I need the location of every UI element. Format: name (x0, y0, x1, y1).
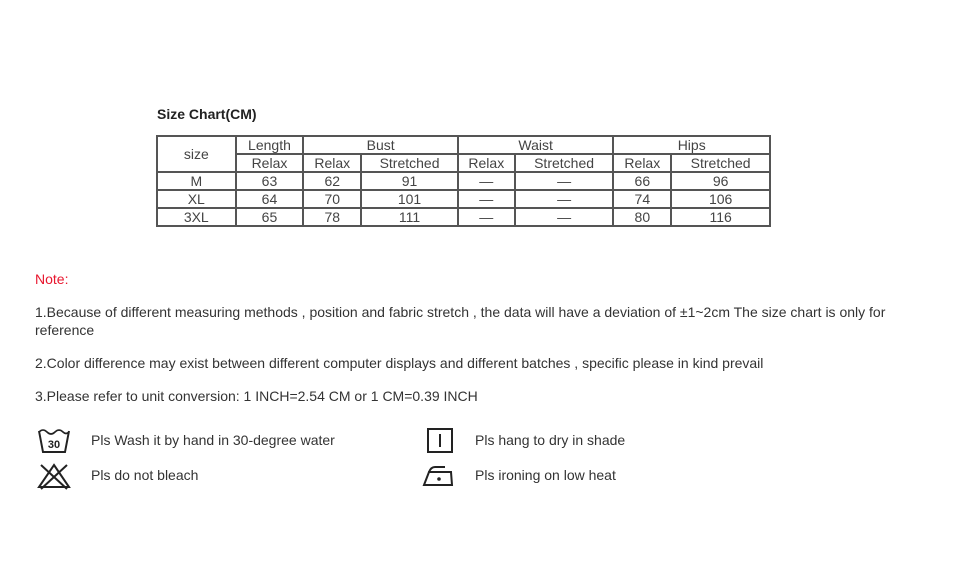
subheader-cell: Relax (303, 154, 361, 172)
care-iron-text: Pls ironing on low heat (475, 467, 616, 483)
table-cell: 70 (303, 190, 361, 208)
care-bleach-text: Pls do not bleach (91, 467, 199, 483)
iron-low-heat-icon (421, 462, 455, 490)
table-cell: 63 (236, 172, 304, 190)
table-cell: 101 (361, 190, 458, 208)
table-subheader-row (157, 154, 770, 172)
table-cell: 65 (236, 208, 304, 226)
hand-wash-30-icon (37, 427, 71, 455)
table-row (157, 190, 770, 208)
no-bleach-icon (37, 462, 71, 490)
dry-in-shade-icon (421, 427, 455, 455)
table-cell: 62 (303, 172, 361, 190)
table-cell: 111 (361, 208, 458, 226)
table-cell: — (515, 172, 614, 190)
note-2: 2.Color difference may exist between different computer displays and different batches , specific please in kind prevail (35, 355, 764, 371)
table-cell: — (458, 208, 515, 226)
table-cell: — (458, 172, 515, 190)
note-1: 1.Because of different measuring methods , position and fabric stretch , the data will have a deviation of ±1~2cm The size chart is only for reference (35, 304, 886, 338)
wash-temperature-label: 30 (47, 439, 61, 451)
table-cell: 3XL (157, 208, 236, 226)
table-cell: 66 (613, 172, 671, 190)
header-waist: Waist (458, 136, 614, 154)
subheader-cell: Relax (236, 154, 304, 172)
table-cell: 74 (613, 190, 671, 208)
table-cell: — (515, 190, 614, 208)
table-cell: M (157, 172, 236, 190)
header-hips: Hips (613, 136, 770, 154)
table-header-row (157, 136, 770, 154)
table-cell: — (515, 208, 614, 226)
table-cell: 91 (361, 172, 458, 190)
table-row (157, 172, 770, 190)
size-header-cell: size (157, 136, 236, 172)
note-3: 3.Please refer to unit conversion: 1 INCH=2.54 CM or 1 CM=0.39 INCH (35, 388, 478, 404)
care-dry-text: Pls hang to dry in shade (475, 432, 626, 448)
note-label: Note: (35, 271, 69, 287)
table-cell: 106 (671, 190, 770, 208)
table-cell: 116 (671, 208, 770, 226)
subheader-cell: Relax (613, 154, 671, 172)
table-cell: 64 (236, 190, 304, 208)
size-chart-title: Size Chart(CM) (157, 106, 257, 122)
table-row (157, 208, 770, 226)
subheader-cell: Stretched (671, 154, 770, 172)
size-table (156, 135, 771, 227)
subheader-cell: Stretched (361, 154, 458, 172)
table-cell: 80 (613, 208, 671, 226)
table-cell: 96 (671, 172, 770, 190)
header-length: Length (236, 136, 304, 154)
subheader-cell: Stretched (515, 154, 614, 172)
subheader-cell: Relax (458, 154, 515, 172)
header-bust: Bust (303, 136, 458, 154)
care-wash-text: Pls Wash it by hand in 30-degree water (91, 432, 335, 448)
table-cell: XL (157, 190, 236, 208)
table-cell: — (458, 190, 515, 208)
table-cell: 78 (303, 208, 361, 226)
